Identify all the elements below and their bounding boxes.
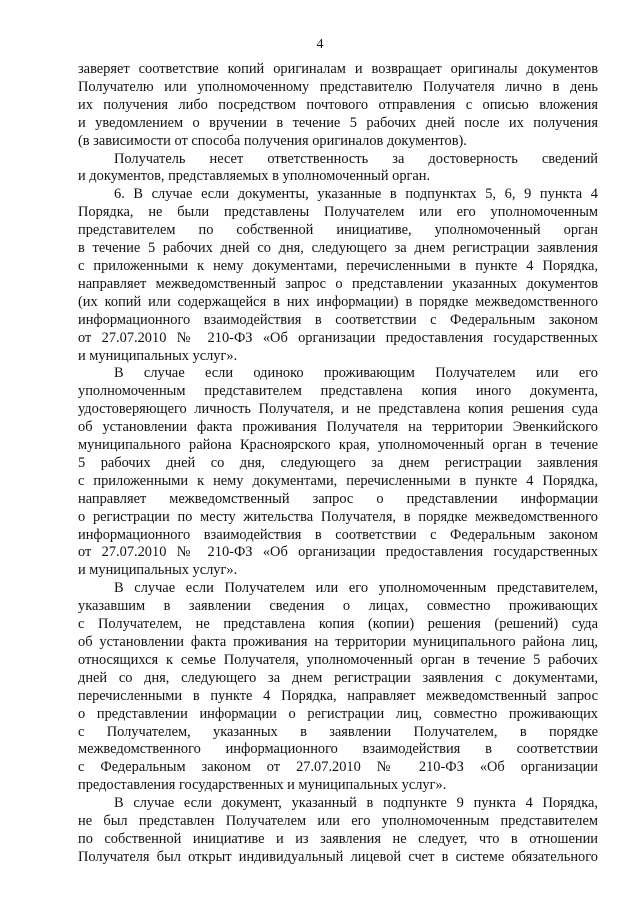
text-line: Получателю или уполномоченному представителю Получателя лично в день (78, 78, 598, 95)
text-line: Получателя был открыт индивидуальный лицевой счет в системе обязательного (78, 848, 598, 865)
text-line: и муниципальных услуг». (78, 562, 238, 579)
text-line: с Получателем, указанных в заявлении Получателем, в порядке (78, 723, 598, 740)
page-number: 4 (316, 37, 324, 52)
text-line: дней со дня, следующего за днем регистрации заявления с документами, (78, 669, 598, 686)
text-line: об установлении факта проживания Получателя на территории Эвенкийского (78, 419, 598, 436)
text-line: с приложенными к нему документами, перечисленными в пункте 4 Порядка, (78, 257, 598, 274)
text-line: и муниципальных услуг». (78, 347, 238, 364)
document-body (78, 61, 598, 867)
paragraph (78, 580, 598, 795)
text-line: в течение 5 рабочих дней со дня, следующего за днем регистрации заявления (78, 240, 598, 257)
text-line: и документов, представляемых в уполномоченный орган. (78, 168, 431, 185)
text-line: перечисленными в пункте 4 Порядка, направляет межведомственный запрос (78, 687, 598, 704)
text-line: не был представлен Получателем или его уполномоченным представителем (78, 813, 598, 830)
text-line: и уведомлением о вручении в течение 5 рабочих дней после их получения (78, 114, 598, 131)
text-line: от 27.07.2010 № 210-ФЗ «Об организации предоставления государственных (78, 544, 598, 561)
text-line: о представлении информации о регистрации лиц, совместно проживающих (78, 705, 598, 722)
text-line: муниципального района Красноярского края, уполномоченный орган в течение (78, 437, 598, 454)
text-line: (в зависимости от способа получения оригиналов документов). (78, 132, 467, 149)
text-line: с Федеральным законом от 27.07.2010 № 210-ФЗ «Об организации (78, 759, 598, 776)
text-line: от 27.07.2010 № 210-ФЗ «Об организации предоставления государственных (78, 329, 598, 346)
text-line: В случае если одиноко проживающим Получателем или его (114, 365, 598, 382)
text-line: с Получателем, не представлена копия (копии) решения (решений) суда (78, 616, 598, 633)
paragraph (78, 151, 598, 187)
paragraph (78, 61, 598, 151)
text-line: относящихся к семье Получателя, уполномоченный орган в течение 5 рабочих (78, 651, 598, 668)
text-line: информационного взаимодействия в соответствии с Федеральным законом (78, 526, 598, 543)
paragraph (78, 795, 598, 867)
text-line: о регистрации по месту жительства Получателя, в порядке межведомственного (78, 508, 598, 525)
text-line: уполномоченным представителем представлена копия иного документа, (78, 383, 598, 400)
text-line: об установлении факта проживания на территории муниципального района лиц, (78, 634, 598, 650)
text-line: удостоверяющего личность Получателя, и не представлена копия решения суда (78, 401, 598, 418)
text-line: заверяет соответствие копий оригиналам и возвращает оригиналы документов (78, 61, 598, 77)
text-line: Порядка, не были представлены Получателем или его уполномоченным (78, 204, 598, 221)
text-line: их получения либо посредством почтового отправления с описью вложения (78, 96, 598, 113)
text-line: 6. В случае если документы, указанные в подпунктах 5, 6, 9 пункта 4 (114, 186, 598, 203)
text-line: представителем по собственной инициативе, уполномоченный орган (78, 222, 598, 239)
text-line: Получатель несет ответственность за достоверность сведений (114, 150, 598, 167)
text-line: (их копий или содержащейся в них информации) в порядке межведомственного (78, 293, 598, 310)
text-line: с приложенными к нему документами, перечисленными в пункте 4 Порядка, (78, 472, 598, 489)
text-line: направляет межведомственный запрос о представлении информации (78, 490, 598, 507)
paragraph (78, 365, 598, 580)
text-line: информационного взаимодействия в соответствии с Федеральным законом (78, 311, 598, 328)
paragraph (78, 186, 598, 365)
text-line: предоставления государственных и муниципальных услуг». (78, 777, 447, 794)
text-line: направляет межведомственный запрос о представлении указанных документов (78, 275, 598, 292)
text-line: указавшим в заявлении сведения о лицах, совместно проживающих (78, 598, 598, 615)
text-line: по собственной инициативе и из заявления не следует, что в отношении (78, 830, 598, 847)
text-line: межведомственного информационного взаимодействия в соответствии (78, 741, 598, 758)
text-line: В случае если документ, указанный в подпункте 9 пункта 4 Порядка, (114, 795, 598, 812)
text-line: 5 рабочих дней со дня, следующего за днем регистрации заявления (78, 454, 598, 471)
text-line: В случае если Получателем или его уполномоченным представителем, (114, 580, 598, 597)
